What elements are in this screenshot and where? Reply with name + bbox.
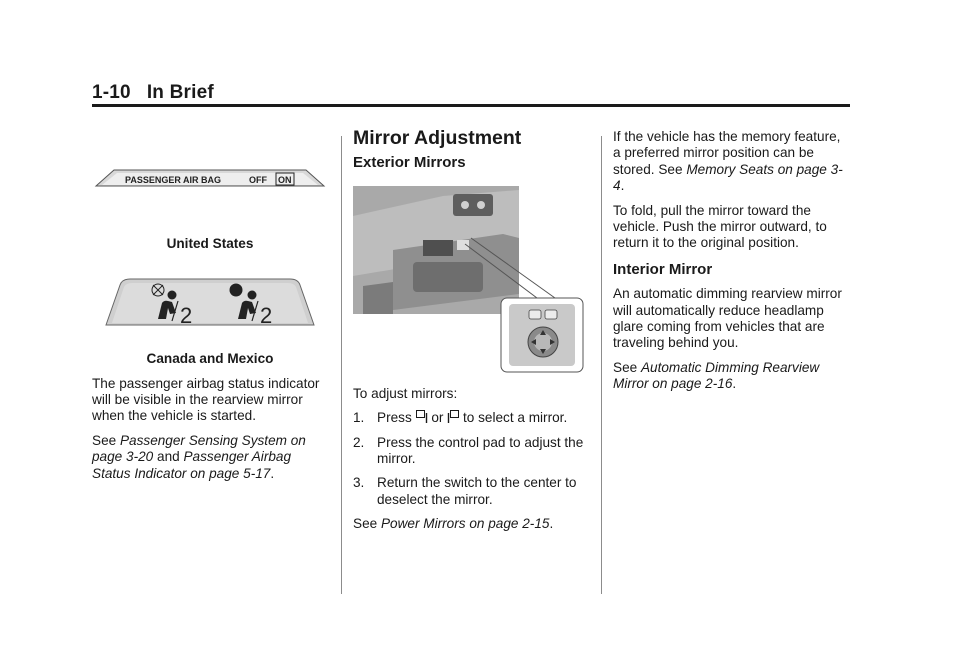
canada-airbag-indicator-image — [92, 273, 328, 333]
step-1-post: to select a mirror. — [462, 410, 568, 426]
airbag-label-text: PASSENGER AIR BAG — [125, 175, 222, 185]
mirror-adjustment-heading: Mirror Adjustment — [353, 127, 522, 149]
see-word: See — [92, 432, 117, 448]
step-2-text: Press the control pad to adjust the mirror. — [377, 434, 584, 467]
memory-feature-text: If the vehicle has the memory feature, a preferred mirror position can be stored. See — [613, 129, 841, 177]
step-2 — [353, 435, 591, 468]
indicator-number-right: 2 — [260, 302, 273, 328]
door-mirror-switch-image — [353, 186, 585, 374]
right-mirror-select-icon — [447, 410, 459, 423]
step-1 — [353, 410, 591, 426]
period: . — [620, 178, 625, 194]
step-1-pre: Press — [377, 410, 412, 426]
section-title: In Brief — [146, 82, 214, 103]
step-3-text: Return the switch to the center to deselect the mirror. — [377, 475, 577, 507]
and-word: and — [157, 449, 180, 465]
exterior-mirrors-heading: Exterior Mirrors — [353, 154, 466, 172]
caption-canada-mexico: Canada and Mexico — [146, 351, 274, 367]
memory-feature-paragraph — [613, 129, 851, 195]
period: . — [270, 465, 275, 481]
us-airbag-label-image — [92, 164, 328, 194]
airbag-status-paragraph: The passenger airbag status indicator will be visible in the rearview mirror when the vehicle is started. — [92, 375, 320, 424]
link-auto-dimming-mirror[interactable]: Automatic Dimming Rearview Mirror on page 2-16 — [613, 359, 820, 392]
link-memory-seats[interactable]: Memory Seats on page 3-4 — [613, 161, 843, 194]
period: . — [732, 376, 737, 392]
left-mirror-select-icon — [416, 410, 428, 423]
see-word: See — [353, 516, 378, 532]
airbag-on-text: ON — [278, 175, 292, 185]
adjust-mirrors-intro: To adjust mirrors: — [353, 385, 458, 401]
period: . — [549, 516, 554, 532]
step-1-mid: or — [431, 410, 444, 426]
airbag-see-also-paragraph — [92, 433, 328, 482]
column-2 — [353, 127, 591, 541]
link-airbag-status-indicator[interactable]: Passenger Airbag Status Indicator on page 5-17 — [92, 449, 292, 481]
fold-mirror-paragraph: To fold, pull the mirror toward the vehicle. Push the mirror outward, to return it to the original position. — [613, 202, 827, 251]
caption-united-states: United States — [166, 236, 254, 252]
link-passenger-sensing[interactable]: Passenger Sensing System on page 3-20 — [92, 432, 306, 465]
auto-dimming-see-also — [613, 360, 851, 393]
page-header — [92, 82, 214, 104]
power-mirrors-see-also — [353, 516, 591, 532]
step-number: 3. — [353, 475, 365, 491]
column-divider-right — [601, 136, 602, 594]
airbag-off-text: OFF — [249, 175, 267, 185]
indicator-number-left: 2 — [180, 302, 193, 328]
step-number: 2. — [353, 434, 365, 450]
see-word: See — [613, 359, 638, 375]
header-rule — [92, 104, 850, 107]
auto-dimming-paragraph: An automatic dimming rearview mirror will automatically reduce headlamp glare coming from vehicles that are traveling behind you. — [613, 286, 842, 351]
page-number: 1-10 — [92, 82, 131, 103]
link-power-mirrors[interactable]: Power Mirrors on page 2-15 — [380, 516, 550, 532]
column-1 — [92, 164, 328, 490]
step-number: 1. — [353, 410, 365, 426]
column-divider-left — [341, 136, 342, 594]
step-3 — [353, 475, 591, 508]
column-3 — [613, 129, 851, 401]
interior-mirror-heading: Interior Mirror — [613, 260, 713, 278]
